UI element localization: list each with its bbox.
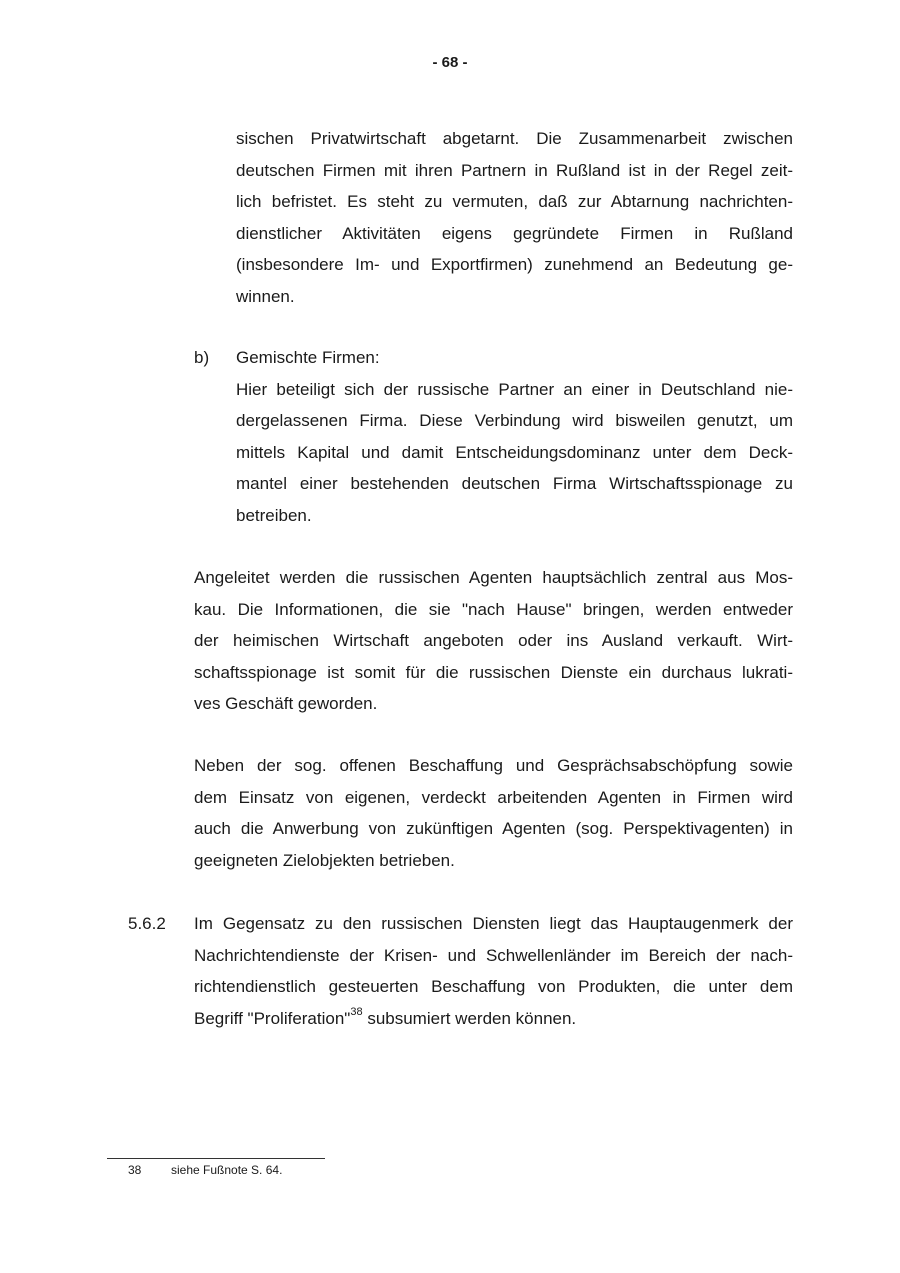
text-line: dem Einsatz von eigenen, verdeckt arbeitenden Agenten in Firmen wird	[194, 787, 793, 807]
text-line: dienstlicher Aktivitäten eigens gegründete Firmen in Rußland	[236, 223, 793, 243]
footnote-divider	[107, 1158, 325, 1159]
text-line: Hier beteiligt sich der russische Partner an einer in Deutschland nie-	[236, 379, 793, 399]
text-line: richtendienstlich gesteuerten Beschaffung von Produkten, die unter dem	[194, 977, 793, 996]
item-b-label: b)	[194, 348, 210, 367]
text-line: mittels Kapital und damit Entscheidungsdominanz unter dem Deck-	[236, 442, 793, 462]
text-line: kau. Die Informationen, die sie "nach Hause" bringen, werden entweder	[194, 599, 793, 619]
text-line: auch die Anwerbung von zukünftigen Agenten (sog. Perspektivagenten) in	[194, 819, 793, 838]
text-line: Nachrichtendienste der Krisen- und Schwellenländer im Bereich der nach-	[194, 945, 793, 965]
text-line: betreiben.	[236, 505, 312, 525]
footnote-reference[interactable]: 38	[350, 1005, 363, 1018]
text-line: ves Geschäft geworden.	[194, 694, 378, 713]
text-line	[194, 1003, 793, 1035]
text-line: Neben der sog. offenen Beschaffung und Gesprächsabschöpfung sowie	[194, 756, 793, 775]
text-line: lich befristet. Es steht zu vermuten, daß zur Abtarnung nachrichten-	[236, 192, 793, 211]
section-number: 5.6.2	[128, 914, 166, 933]
paragraph-intro	[236, 123, 793, 312]
page-number: - 68 -	[432, 54, 468, 71]
item-b-body	[236, 342, 793, 531]
text-line: sischen Privatwirtschaft abgetarnt. Die Zusammenarbeit zwischen	[236, 129, 793, 148]
text-line: Angeleitet werden die russischen Agenten hauptsächlich zentral aus Mos-	[194, 568, 793, 587]
text-line: der heimischen Wirtschaft angeboten oder ins Ausland verkauft. Wirt-	[194, 631, 793, 650]
paragraph-recruitment	[194, 750, 793, 876]
text-line: (insbesondere Im- und Exportfirmen) zunehmend an Bedeutung ge-	[236, 255, 793, 274]
item-b-heading: Gemischte Firmen:	[236, 348, 380, 367]
footnote-text: siehe Fußnote S. 64.	[171, 1163, 283, 1177]
text-segment: Begriff "Proliferation"	[194, 1008, 351, 1028]
footnote-number: 38	[128, 1163, 142, 1177]
section-562-body	[194, 908, 793, 1034]
text-line: mantel einer bestehenden deutschen Firma Wirtschaftsspionage zu	[236, 474, 793, 493]
text-line: Im Gegensatz zu den russischen Diensten liegt das Hauptaugenmerk der	[194, 914, 793, 933]
text-line: winnen.	[236, 286, 295, 306]
text-line: geeigneten Zielobjekten betrieben.	[194, 850, 455, 870]
text-line: deutschen Firmen mit ihren Partnern in Rußland ist in der Regel zeit-	[236, 160, 793, 180]
text-line: schaftsspionage ist somit für die russischen Dienste ein durchaus lukrati-	[194, 662, 793, 682]
paragraph-agents	[194, 562, 793, 720]
text-segment: subsumiert werden können.	[362, 1008, 577, 1028]
text-line: dergelassenen Firma. Diese Verbindung wird bisweilen genutzt, um	[236, 411, 793, 430]
